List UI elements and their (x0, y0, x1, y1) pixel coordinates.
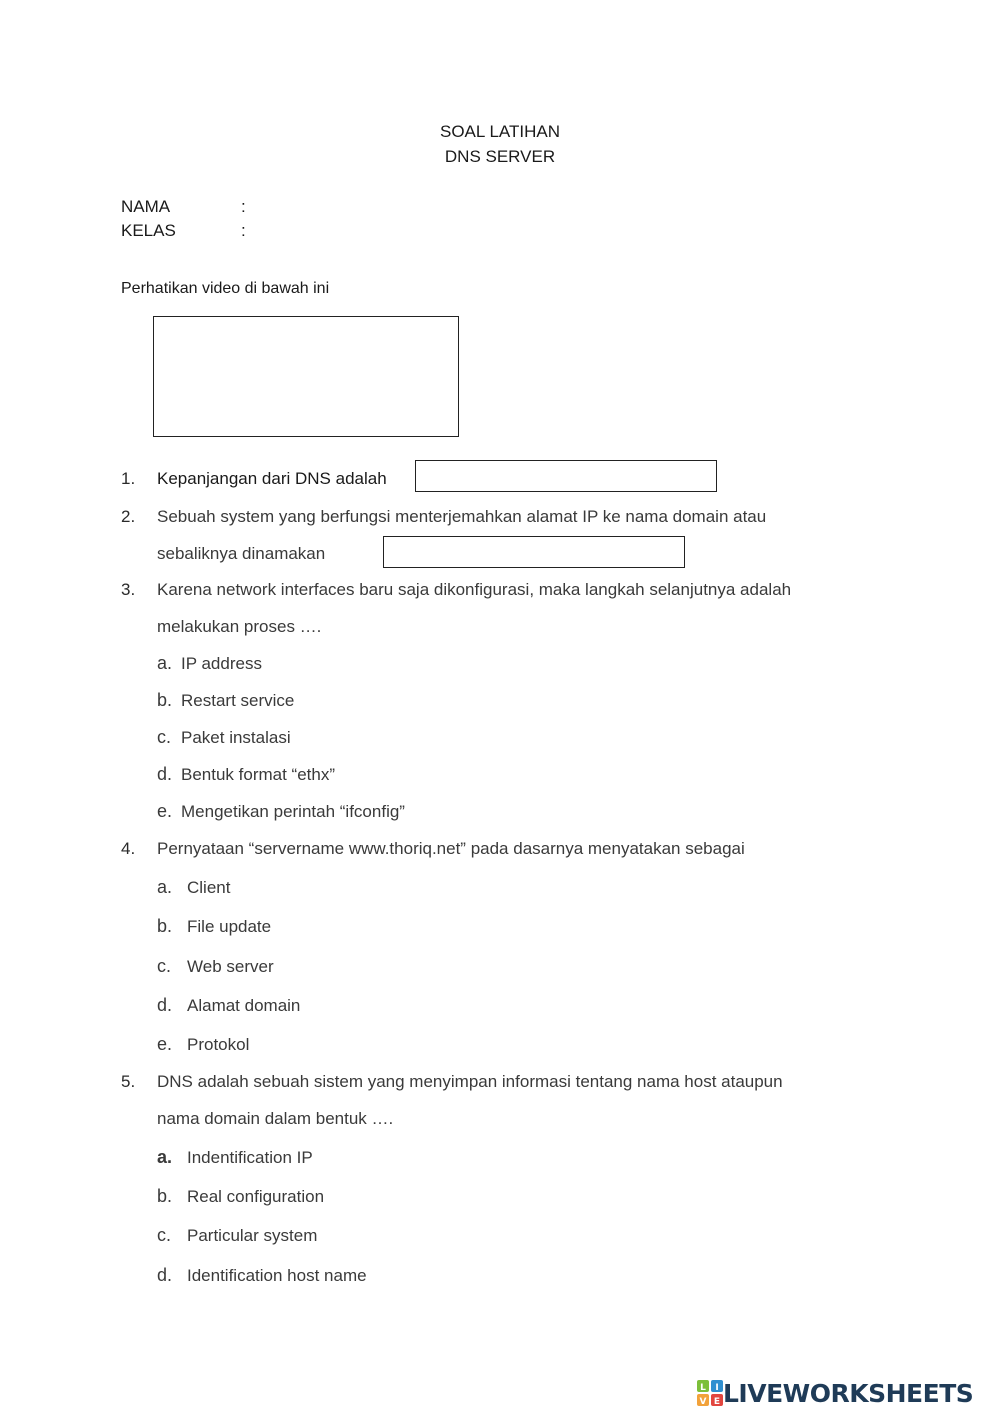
svg-text:V: V (699, 1397, 707, 1406)
page-title: SOAL LATIHAN (440, 122, 560, 141)
option-letter: b. (157, 916, 173, 936)
class-label: KELAS (121, 221, 176, 240)
question-text: melakukan proses …. (157, 617, 322, 636)
svg-text:I: I (715, 1383, 719, 1393)
question-number: 2. (121, 507, 136, 526)
question-text: nama domain dalam bentuk …. (157, 1109, 394, 1128)
option-letter: d. (157, 995, 173, 1015)
liveworksheets-logo (697, 1378, 973, 1408)
question-text: Kepanjangan dari DNS adalah (157, 469, 387, 488)
class-colon: : (241, 221, 246, 240)
svg-text:E: E (713, 1397, 721, 1406)
name-label: NAMA (121, 197, 171, 216)
option-text[interactable]: Bentuk format “ethx” (181, 765, 336, 784)
option-text[interactable]: IP address (181, 654, 262, 673)
option-text[interactable]: Identification host name (187, 1266, 367, 1285)
option-text[interactable]: Client (187, 878, 231, 897)
video-embed[interactable] (153, 316, 459, 437)
option-letter: c. (157, 727, 172, 747)
option-letter: a. (157, 653, 173, 673)
option-text[interactable]: Alamat domain (187, 996, 301, 1015)
option-letter: e. (157, 801, 173, 821)
question-text: Sebuah system yang berfungsi menterjemahkan alamat IP ke nama domain atau (157, 507, 767, 526)
option-letter: b. (157, 690, 173, 710)
option-letter: a. (157, 1147, 173, 1167)
question-text: Karena network interfaces baru saja dikonfigurasi, maka langkah selanjutnya adalah (157, 580, 792, 599)
option-text[interactable]: Paket instalasi (181, 728, 291, 747)
question-number: 1. (121, 469, 136, 488)
question-text: sebaliknya dinamakan (157, 544, 326, 563)
question-number: 4. (121, 839, 136, 858)
answer-box-q1[interactable] (415, 460, 717, 492)
option-text[interactable]: Web server (187, 957, 274, 976)
option-text[interactable]: Particular system (187, 1226, 318, 1245)
answer-box-q2[interactable] (383, 536, 685, 568)
option-letter: a. (157, 877, 173, 897)
option-letter: c. (157, 1225, 172, 1245)
question-number: 3. (121, 580, 136, 599)
option-text[interactable]: Real configuration (187, 1187, 325, 1206)
option-text[interactable]: Indentification IP (187, 1148, 313, 1167)
question-text: Pernyataan “servername www.thoriq.net” pada dasarnya menyatakan sebagai (157, 839, 745, 858)
option-letter: d. (157, 1265, 173, 1285)
page-subtitle: DNS SERVER (444, 147, 556, 166)
option-letter: c. (157, 956, 172, 976)
name-colon: : (241, 197, 246, 216)
option-text[interactable]: Restart service (181, 691, 295, 710)
option-text[interactable]: Mengetikan perintah “ifconfig” (181, 802, 405, 821)
option-letter: d. (157, 764, 173, 784)
liveworksheets-logo-icon (697, 1380, 723, 1406)
option-text[interactable]: Protokol (187, 1035, 250, 1054)
logo-text: LIVEWORKSHEETS (723, 1378, 974, 1408)
svg-text:L: L (700, 1383, 706, 1393)
question-number: 5. (121, 1072, 136, 1091)
option-letter: e. (157, 1034, 173, 1054)
intro-text: Perhatikan video di bawah ini (121, 280, 330, 297)
option-text[interactable]: File update (187, 917, 272, 936)
option-letter: b. (157, 1186, 173, 1206)
question-text: DNS adalah sebuah sistem yang menyimpan informasi tentang nama host ataupun (157, 1072, 783, 1091)
